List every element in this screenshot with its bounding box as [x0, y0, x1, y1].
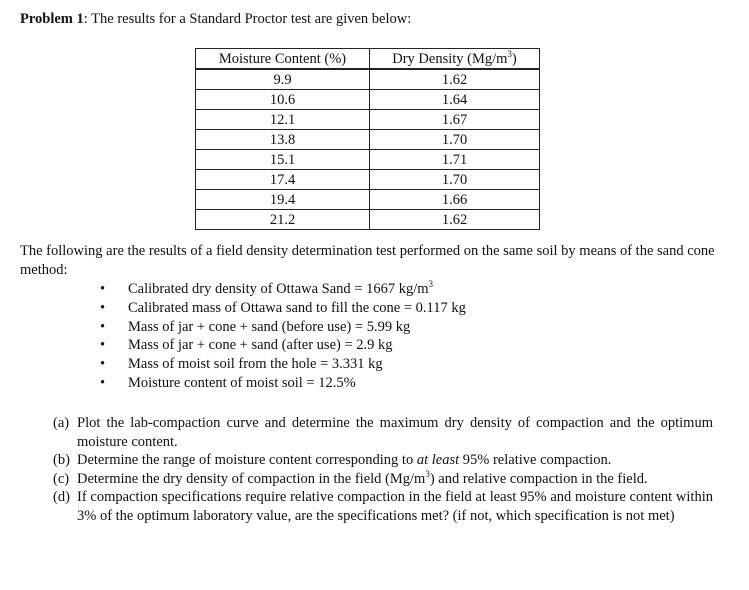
list-item: • Mass of jar + cone + sand (after use) = 2.9 kg: [100, 337, 393, 354]
table-row: [196, 69, 540, 90]
bullet-icon: •: [100, 281, 106, 297]
list-item: • Calibrated dry density of Ottawa Sand = 1667 $kg/m^3$: [100, 279, 434, 297]
density-cell: 1.66: [370, 190, 540, 210]
table-row: [196, 190, 540, 210]
question-list: [53, 414, 713, 526]
table-row: [196, 130, 540, 150]
density-cell: 1.62: [370, 210, 540, 230]
question-d: [53, 488, 713, 525]
density-cell: 1.67: [370, 110, 540, 130]
density-cell: 1.62: [370, 69, 540, 90]
problem-label: Problem 1: [20, 11, 84, 27]
moisture-cell: 12.1: [196, 110, 370, 130]
list-item: • Calibrated mass of Ottawa sand to fill the cone = 0.117 kg: [100, 299, 466, 316]
question-c: (c) Determine the dry density of compaction in the field $(Mg/m^3)$ and relative compaction in the field.: [53, 468, 648, 487]
proctor-results-table: [195, 48, 540, 230]
field-test-list: [100, 280, 466, 393]
list-item: • Mass of jar + cone + sand (before use) = 5.99 kg: [100, 318, 411, 335]
bullet-icon: •: [100, 356, 106, 373]
moisture-cell: 9.9: [196, 69, 370, 90]
moisture-cell: 10.6: [196, 90, 370, 110]
table-row: [196, 90, 540, 110]
bullet-icon: •: [100, 318, 106, 335]
density-cell: 1.64: [370, 90, 540, 110]
table-row: [196, 150, 540, 170]
header-moisture-content: Moisture Content (%): [196, 49, 370, 70]
moisture-cell: 17.4: [196, 170, 370, 190]
bullet-icon: •: [100, 337, 106, 354]
question-text: Plot the lab-compaction curve and determine the maximum dry density of compaction and the optimum moisture content.: [77, 415, 713, 450]
moisture-cell: 15.1: [196, 150, 370, 170]
density-cell: 1.71: [370, 150, 540, 170]
table-header-row: [196, 49, 540, 70]
table-row: [196, 170, 540, 190]
field-test-intro: The following are the results of a field density determination test performed on the same soil by means of the sand cone method:: [20, 243, 715, 278]
question-label: (a): [53, 415, 70, 431]
density-cell: 1.70: [370, 130, 540, 150]
table-row: [196, 210, 540, 230]
problem-intro: : The results for a Standard Proctor test are given below:: [83, 11, 412, 27]
question-label: (d): [53, 489, 70, 506]
bullet-icon: •: [100, 299, 106, 316]
question-a: [53, 414, 713, 451]
question-b: (b) Determine the range of moisture content corresponding to at least 95% relative compaction.: [53, 452, 612, 469]
list-item: • Moisture content of moist soil = 12.5%: [100, 374, 356, 391]
problem-heading: [20, 10, 411, 29]
table-row: [196, 110, 540, 130]
question-label: (c): [53, 470, 70, 487]
moisture-cell: 13.8: [196, 130, 370, 150]
bullet-icon: •: [100, 374, 106, 391]
question-text: If compaction specifications require relative compaction in the field at least 95% and moisture content within 3% of the optimum laboratory value, are the specifications met? (if not, which specification is not met): [77, 489, 713, 524]
list-item: • Mass of moist soil from the hole = 3.331 kg: [100, 356, 383, 373]
moisture-cell: 21.2: [196, 210, 370, 230]
header-dry-density: Dry Density $(Mg/m^3)$: [370, 49, 540, 70]
question-label: (b): [53, 452, 70, 469]
moisture-cell: 19.4: [196, 190, 370, 210]
density-cell: 1.70: [370, 170, 540, 190]
